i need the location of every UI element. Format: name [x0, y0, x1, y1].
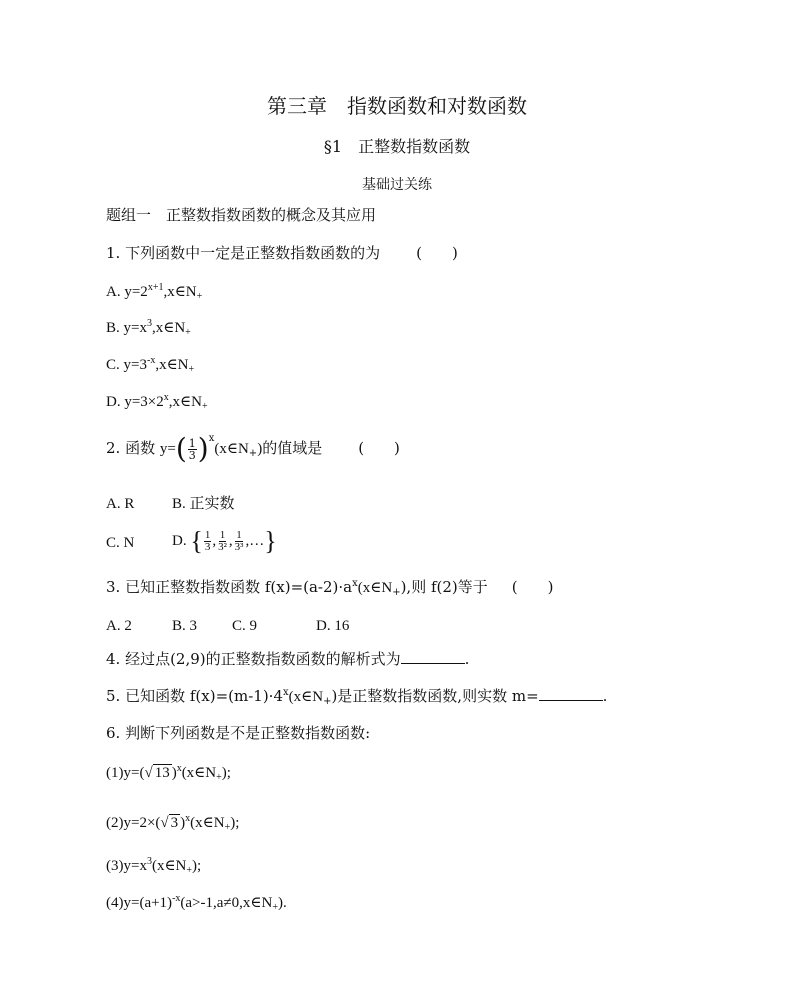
answer-blank[interactable]: [401, 649, 465, 664]
q3-option-c: C. 9: [232, 618, 258, 634]
answer-paren: ( ): [511, 578, 554, 596]
question-1-stem: 1. 下列函数中一定是正整数指数函数的为 ( ): [106, 244, 458, 262]
q2-option-d: D. { $\frac{1}{3}$ , $\frac{1}{\text{3²}}$ , $\frac{1}{\text{3³}}$ ,…}: [172, 526, 277, 556]
q3-option-b: B. 3: [172, 618, 198, 634]
q3-option-a: A. 2: [106, 618, 132, 634]
question-4-stem: 4. 经过点(2,9)的正整数指数函数的解析式为 .: [106, 650, 470, 668]
fraction: $\frac{1}{3}$: [188, 436, 196, 462]
q3-option-d: D. 16: [316, 618, 350, 634]
section-title: §1 正整数指数函数: [323, 137, 471, 156]
answer-blank[interactable]: [539, 686, 603, 701]
q6-part-4: $(4)y=(a+1)^{-x}(a>-1,a\ne 0,x\in N_+)$.: [106, 893, 287, 913]
q1-option-b: B. $y=x^3,x\in N_+$: [106, 318, 191, 338]
sqrt-symbol: √ 13: [144, 765, 170, 781]
question-3-stem: 3. 已知正整数指数函数 $f(x)=(a-2)\cdot a^x(x\in N_+)$,则 f(2)等于 ( ): [106, 578, 554, 598]
fraction: $\frac{1}{\text{3³}}$: [234, 529, 244, 554]
question-5-stem: 5. 已知函数 $f(x)=(m-1)\cdot 4^x(x\in N_+)$是正整数指数函数,则实数 m= .: [106, 687, 608, 707]
q1-option-c: C. $y=3^{-x},x\in N_+$: [106, 355, 195, 375]
q1-option-a: A. $y=2^{x+1},x\in N_+$: [106, 282, 203, 302]
fraction: $\frac{1}{\text{3²}}$: [218, 529, 227, 554]
q2-option-a: A. R: [106, 496, 135, 512]
question-6-stem: 6. 判断下列函数是不是正整数指数函数:: [106, 724, 371, 742]
sqrt-symbol: √ 3: [160, 815, 179, 831]
subsection-title: 基础过关练: [362, 177, 432, 193]
q6-part-2: (2)y=2×(√ 3 )$^x(x\in N_+)$;: [106, 813, 240, 833]
answer-paren: ( ): [358, 439, 400, 457]
question-2-stem: 2. 函数 y=( $\frac{1}{3}$ )$^x(x\in N_+)$的值域是 ( ): [106, 432, 400, 465]
q2-option-b: B. 正实数: [172, 496, 235, 512]
fraction: $\frac{1}{3}$: [204, 529, 211, 554]
q6-part-1: (1)y=(√ 13 )$^x(x\in N_+)$;: [106, 763, 231, 783]
answer-paren: ( ): [416, 244, 458, 262]
q6-part-3: $(3)y=x^3(x\in N_+)$;: [106, 856, 202, 876]
q2-option-c: C. N: [106, 535, 135, 551]
group-title: 题组一 正整数指数函数的概念及其应用: [106, 206, 377, 224]
chapter-title: 第三章 指数函数和对数函数: [267, 94, 527, 118]
q1-option-d: D. $y=3\times 2^x,x\in N_+$: [106, 392, 208, 412]
